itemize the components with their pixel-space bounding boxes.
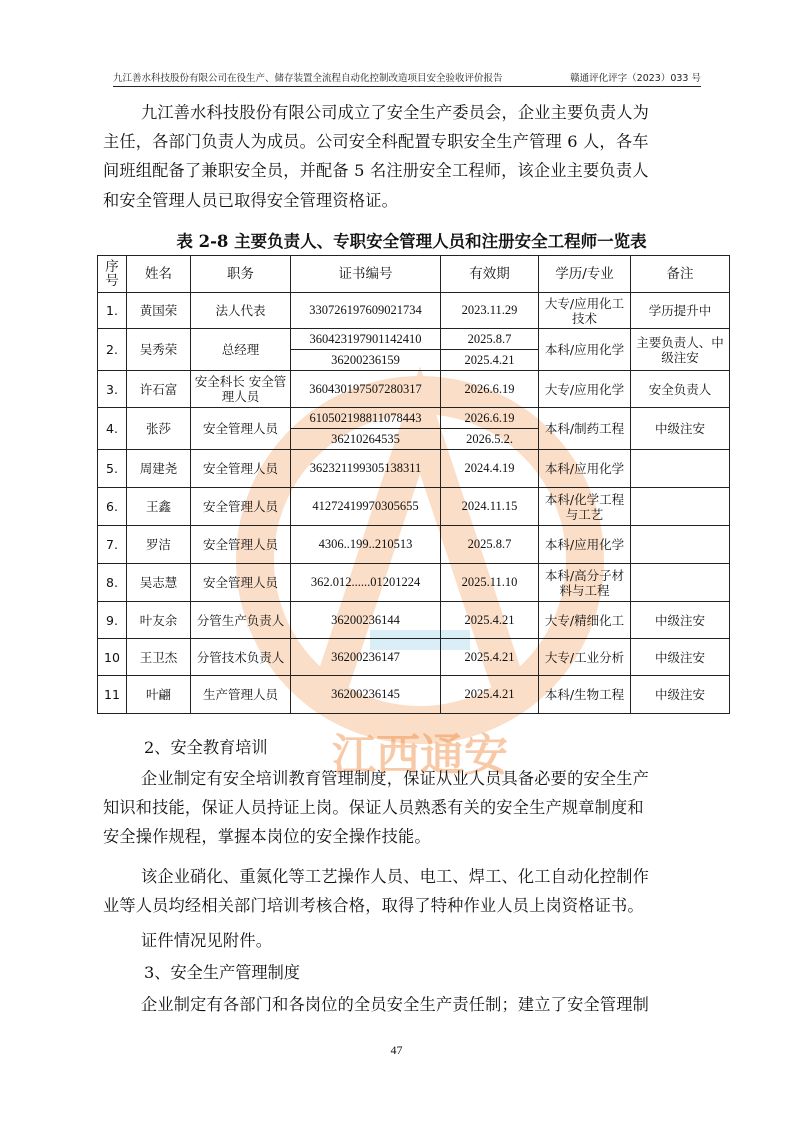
cell-note: 中级注安 (631, 408, 730, 450)
cell-note (631, 564, 730, 602)
cell-date: 2026.6.19 (441, 371, 539, 408)
text-line: 企业制定有安全培训教育管理制度，保证从业人员具备必要的安全生产 (141, 769, 650, 788)
cell-no: 7. (98, 526, 127, 564)
cell-role: 安全管理人员 (191, 450, 291, 488)
header-no: 序号 (98, 256, 127, 293)
section3-paragraph-1 (103, 990, 720, 1019)
cell-edu: 本科/高分子材料与工程 (539, 564, 631, 602)
text-line: 企业制定有各部门和各岗位的全员安全生产责任制；建立了安全管理制 (141, 995, 650, 1014)
cell-date: 2025.4.21 (441, 602, 539, 639)
intro-line: 间班组配备了兼职安全员，并配备 5 名注册安全工程师，该企业主要负责人 (103, 161, 649, 181)
cell-note: 学历提升中 (631, 293, 730, 329)
table-row (98, 488, 730, 526)
table-header-row (98, 256, 730, 293)
table-row (98, 408, 730, 429)
cell-note: 中级注安 (631, 676, 730, 714)
cell-no: 6. (98, 488, 127, 526)
cell-no: 5. (98, 450, 127, 488)
cell-no: 2. (98, 329, 127, 371)
table-title: 表 2-8 主要负责人、专职安全管理人员和注册安全工程师一览表 (176, 232, 647, 251)
personnel-table (97, 255, 730, 714)
header-role: 职务 (191, 256, 291, 293)
table-row (98, 371, 730, 408)
cell-date: 2025.8.7 (441, 526, 539, 564)
cell-no: 8. (98, 564, 127, 602)
cell-name: 王卫杰 (127, 639, 191, 676)
cell-date: 2026.6.19 (441, 408, 539, 429)
intro-line: 九江善水科技股份有限公司成立了安全生产委员会，企业主要负责人为 (141, 103, 650, 122)
cell-role: 安全管理人员 (191, 488, 291, 526)
header-edu: 学历/专业 (539, 256, 631, 293)
cell-cert: 360423197901142410 (291, 329, 441, 350)
cell-name: 吴志慧 (127, 564, 191, 602)
cell-note (631, 526, 730, 564)
text-line: 安全操作规程，掌握本岗位的安全操作技能。 (103, 827, 431, 847)
section2-paragraph-1 (103, 764, 720, 852)
cell-name: 张莎 (127, 408, 191, 450)
section2-heading: 2、安全教育培训 (144, 738, 268, 757)
cell-edu: 大专/应用化工技术 (539, 293, 631, 329)
cell-edu: 大专/应用化学 (539, 371, 631, 408)
cell-name: 周建尧 (127, 450, 191, 488)
text-line: 知识和技能，保证人员持证上岗。保证人员熟悉有关的安全生产规章制度和 (103, 798, 644, 818)
header-report-number: 赣通评化评字（2023）033 号 (570, 73, 701, 84)
cell-note: 中级注安 (631, 639, 730, 676)
cell-date-2: 2026.5.2. (441, 429, 539, 450)
cell-date: 2024.4.19 (441, 450, 539, 488)
header-name: 姓名 (127, 256, 191, 293)
table-row (98, 293, 730, 329)
cell-date: 2023.11.29 (441, 293, 539, 329)
text-line: 证件情况见附件。 (141, 931, 273, 950)
cell-note (631, 450, 730, 488)
header-report-title: 九江善水科技股份有限公司在役生产、储存装置全流程自动化控制改造项目安全验收评价报告 (113, 73, 503, 84)
table-row (98, 564, 730, 602)
cell-role: 安全管理人员 (191, 564, 291, 602)
cell-cert: 36200236144 (291, 602, 441, 639)
cell-no: 1. (98, 293, 127, 329)
cell-cert: 610502198811078443 (291, 408, 441, 429)
cell-cert: 360430197507280317 (291, 371, 441, 408)
cell-role: 安全科长 安全管理人员 (191, 371, 291, 408)
table-row (98, 639, 730, 676)
cell-edu: 本科/应用化学 (539, 329, 631, 371)
cell-date: 2025.4.21 (441, 639, 539, 676)
cell-no: 3. (98, 371, 127, 408)
cell-cert: 4306..199..210513 (291, 526, 441, 564)
cell-cert: 41272419970305655 (291, 488, 441, 526)
cell-name: 吴秀荣 (127, 329, 191, 371)
cell-edu: 本科/应用化学 (539, 450, 631, 488)
cell-name: 叶友余 (127, 602, 191, 639)
page-header (113, 70, 701, 87)
cell-no: 4. (98, 408, 127, 450)
cell-no: 11 (98, 676, 127, 714)
cell-name: 许石富 (127, 371, 191, 408)
cell-role: 法人代表 (191, 293, 291, 329)
header-date: 有效期 (441, 256, 539, 293)
text-line: 业等人员均经相关部门培训考核合格，取得了特种作业人员上岗资格证书。 (103, 896, 644, 916)
cell-role: 生产管理人员 (191, 676, 291, 714)
cell-cert-2: 36200236159 (291, 350, 441, 371)
cell-role: 总经理 (191, 329, 291, 371)
cell-edu: 本科/化学工程与工艺 (539, 488, 631, 526)
text-line: 该企业硝化、重氮化等工艺操作人员、电工、焊工、化工自动化控制作 (141, 867, 650, 886)
cell-no: 10 (98, 639, 127, 676)
cell-name: 罗洁 (127, 526, 191, 564)
cell-name: 叶翩 (127, 676, 191, 714)
cell-cert: 36200236145 (291, 676, 441, 714)
cell-edu: 本科/生物工程 (539, 676, 631, 714)
section3-heading: 3、安全生产管理制度 (144, 963, 300, 982)
cell-edu: 大专/工业分析 (539, 639, 631, 676)
intro-paragraph (103, 98, 720, 215)
intro-line: 主任，各部门负责人为成员。公司安全科配置专职安全生产管理 6 人，各车 (103, 132, 649, 152)
cell-date: 2025.11.10 (441, 564, 539, 602)
cell-date: 2025.4.21 (441, 676, 539, 714)
cell-role: 分管生产负责人 (191, 602, 291, 639)
cell-date: 2024.11.15 (441, 488, 539, 526)
cell-note: 中级注安 (631, 602, 730, 639)
cell-cert: 362.012......01201224 (291, 564, 441, 602)
section2-paragraph-2 (103, 862, 720, 920)
cell-cert: 330726197609021734 (291, 293, 441, 329)
cell-name: 王鑫 (127, 488, 191, 526)
table-row (98, 676, 730, 714)
cell-role: 分管技术负责人 (191, 639, 291, 676)
cell-cert-2: 36210264535 (291, 429, 441, 450)
cell-date-2: 2025.4.21 (441, 350, 539, 371)
cell-edu: 本科/制药工程 (539, 408, 631, 450)
cell-role: 安全管理人员 (191, 408, 291, 450)
watermark-text: 江西通安 (332, 730, 508, 781)
cell-cert: 36200236147 (291, 639, 441, 676)
section2-paragraph-3 (103, 926, 720, 955)
table-row (98, 526, 730, 564)
cell-no: 9. (98, 602, 127, 639)
cell-edu: 本科/应用化学 (539, 526, 631, 564)
intro-line: 和安全管理人员已取得安全管理资格证。 (103, 190, 398, 210)
cell-note: 主要负责人、中级注安 (631, 329, 730, 371)
header-cert: 证书编号 (291, 256, 441, 293)
cell-note (631, 488, 730, 526)
table-row (98, 329, 730, 350)
cell-date: 2025.8.7 (441, 329, 539, 350)
table-row (98, 602, 730, 639)
cell-role: 安全管理人员 (191, 526, 291, 564)
page-number: 47 (390, 1043, 403, 1057)
cell-cert: 362321199305138311 (291, 450, 441, 488)
table-row (98, 450, 730, 488)
cell-edu: 大专/精细化工 (539, 602, 631, 639)
cell-name: 黄国荣 (127, 293, 191, 329)
cell-note: 安全负责人 (631, 371, 730, 408)
header-note: 备注 (631, 256, 730, 293)
